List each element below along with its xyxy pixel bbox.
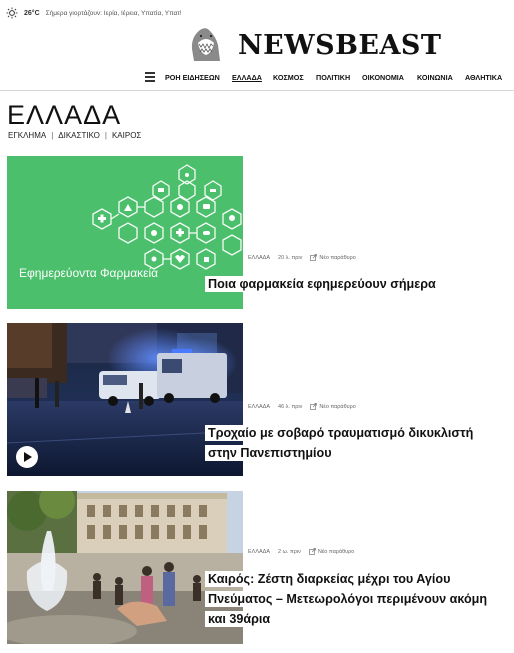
article-time: 20 λ. πριν — [278, 254, 303, 261]
article-category[interactable]: ΕΛΛΑΔΑ — [248, 548, 271, 555]
nav-item-kosmos[interactable]: ΚΟΣΜΟΣ — [273, 73, 304, 82]
nav-item-ellada[interactable]: ΕΛΛΑΔΑ — [232, 73, 262, 82]
logo-text: NEWSBEAST — [238, 30, 442, 61]
article-headline[interactable] — [205, 274, 493, 294]
hamburger-icon[interactable] — [145, 72, 155, 82]
sun-icon — [6, 7, 18, 19]
play-icon — [24, 452, 32, 462]
thumbnail-caption: Εφημερεύοντα Φαρμακεία — [19, 266, 159, 280]
open-new-window[interactable] — [309, 548, 354, 555]
site-logo[interactable] — [186, 24, 442, 64]
headline-text[interactable]: Ποια φαρμακεία εφημερεύουν σήμερα — [205, 276, 439, 292]
article-category[interactable]: ΕΛΛΑΔΑ — [248, 403, 271, 410]
open-new-window[interactable] — [310, 254, 355, 261]
nav-item-koinonia[interactable]: ΚΟΙΝΩΝΙΑ — [417, 73, 453, 82]
nav-item-roi-eidiseon[interactable]: ΡΟΗ ΕΙΔΗΣΕΩΝ — [165, 73, 220, 82]
article-time: 46 λ. πριν — [278, 403, 303, 410]
subnav-item-dikastiko[interactable]: ΔΙΚΑΣΤΙΚΟ — [58, 131, 100, 140]
external-link-icon — [310, 403, 317, 410]
main-nav — [0, 70, 514, 86]
subnav-item-egklima[interactable]: ΕΓΚΛΗΜΑ — [8, 131, 47, 140]
new-window-label: Νέο παράθυρο — [319, 254, 356, 261]
subnav-separator: | — [51, 131, 54, 140]
subnav-separator: | — [104, 131, 107, 140]
new-window-label: Νέο παράθυρο — [317, 548, 355, 555]
article-headline[interactable] — [205, 569, 493, 629]
top-info-bar — [6, 6, 182, 20]
section-subnav — [8, 131, 141, 140]
article-meta — [248, 254, 356, 261]
nav-divider — [0, 90, 514, 91]
temperature: 26°C — [24, 9, 40, 17]
namedays-text: Σήμερα γιορτάζουν: Ιερία, Ιέρεια, Υπατία, Υπατ! — [45, 9, 182, 17]
shark-icon — [186, 25, 226, 63]
play-video-button[interactable] — [16, 446, 38, 468]
article-category[interactable]: ΕΛΛΑΔΑ — [248, 254, 271, 261]
new-window-label: Νέο παράθυρο — [319, 403, 356, 410]
nav-item-politiki[interactable]: ΠΟΛΙΤΙΚΗ — [316, 73, 351, 82]
headline-text[interactable]: Τροχαίο με σοβαρό τραυματισμό δικυκλιστή στην Πανεπιστημίου — [205, 425, 476, 461]
headline-text[interactable]: Καιρός: Ζέστη διαρκείας μέχρι του Αγίου Πνεύματος – Μετεωρολόγοι περιμένουν ακόμη και 39άρια — [205, 571, 490, 627]
article-time: 2 ω. πριν — [278, 548, 301, 555]
nav-item-athlitika[interactable]: ΑΘΛΗΤΙΚΑ — [465, 73, 503, 82]
article-meta — [248, 403, 356, 410]
subnav-item-kairos[interactable]: ΚΑΙΡΟΣ — [111, 131, 142, 140]
external-link-icon — [309, 548, 316, 555]
nav-item-oikonomia[interactable]: ΟΙΚΟΝΟΜΙΑ — [362, 73, 404, 82]
article-headline[interactable] — [205, 423, 493, 463]
external-link-icon — [310, 254, 317, 261]
open-new-window[interactable] — [310, 403, 355, 410]
section-title: ΕΛΛΑΔΑ — [7, 100, 122, 130]
article-meta — [248, 548, 354, 555]
